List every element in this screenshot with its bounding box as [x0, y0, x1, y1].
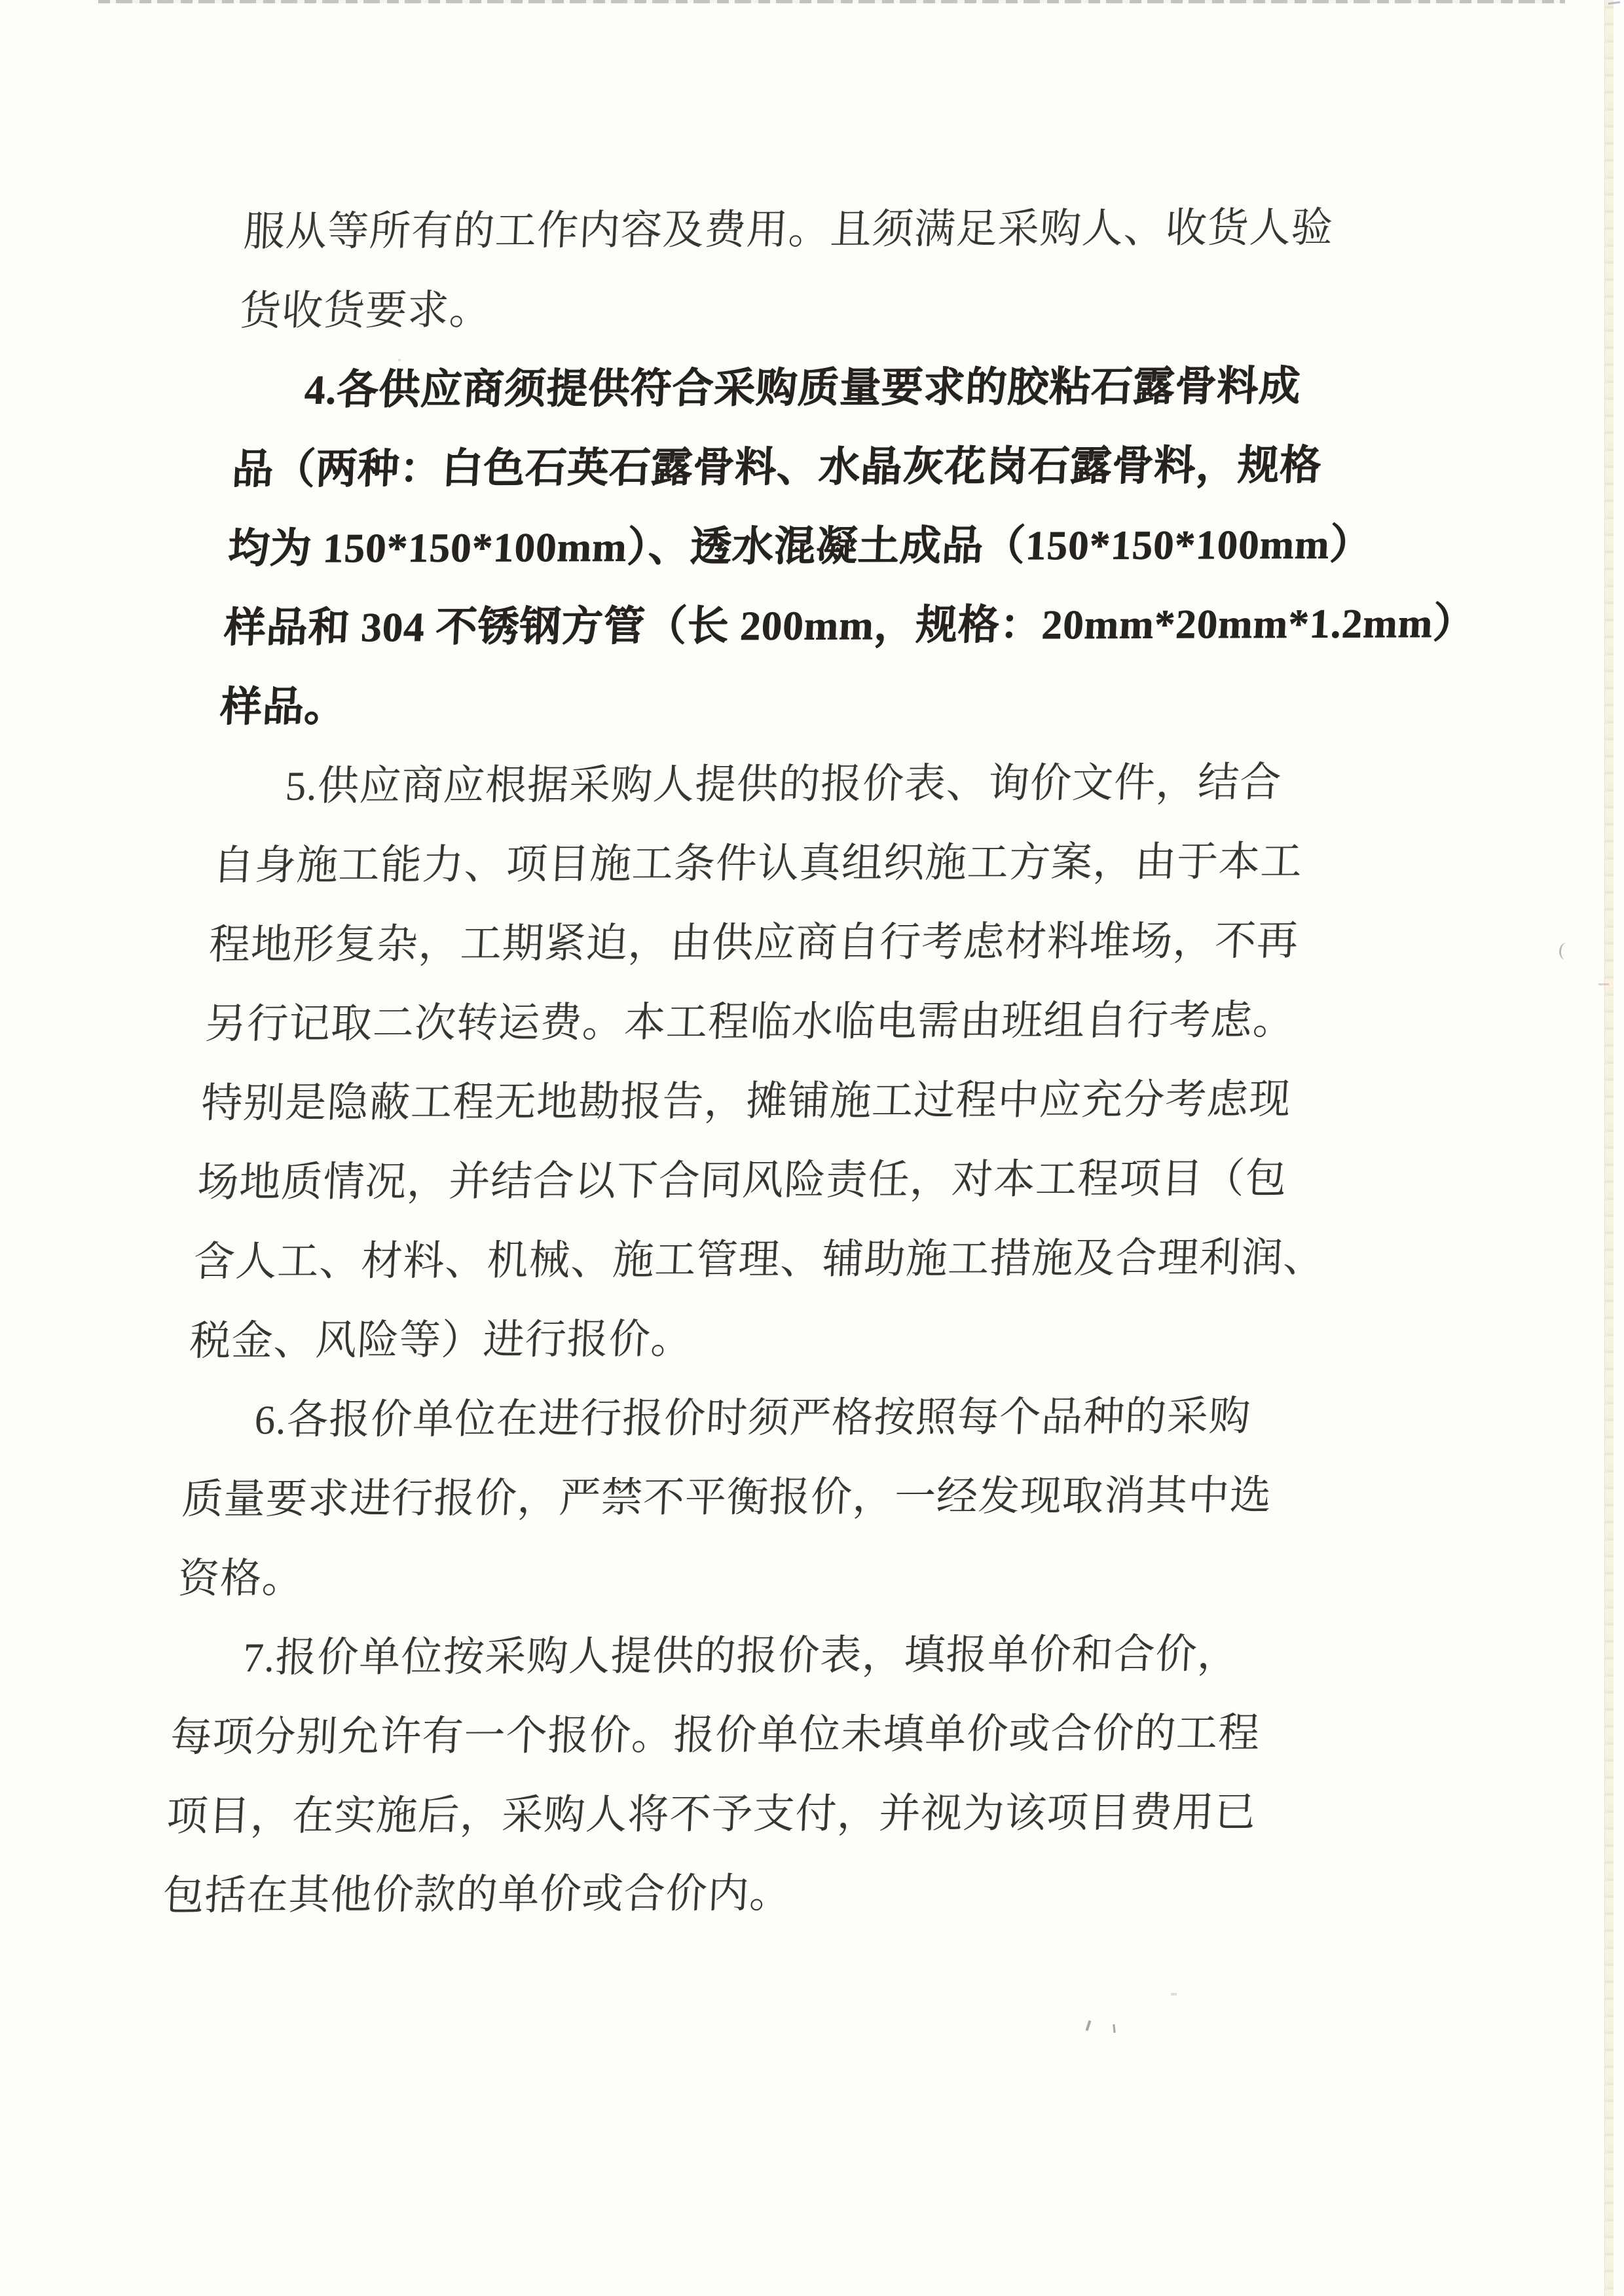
text-line: 项目，在实施后，采购人将不予支付，并视为该项目费用已	[165, 1789, 1258, 1840]
scan-top-edge-artifact	[98, 0, 1565, 3]
text-line: 均为 150*150*100mm）、透水混凝土成品（150*150*100mm）	[227, 521, 1373, 572]
text-line: 程地形复杂，工期紧迫，由供应商自行考虑材料堆场，不再	[208, 917, 1300, 968]
text-line: 特别是隐蔽工程无地勘报告，摊铺施工过程中应充分考虑现	[200, 1076, 1293, 1127]
scan-right-fold-line	[1605, 0, 1614, 2296]
text-line: 场地质情况，并结合以下合同风险责任，对本工程项目（包	[196, 1155, 1289, 1206]
scan-speck	[1113, 2024, 1115, 2033]
text-line: 货收货要求。	[238, 287, 492, 335]
document-text	[161, 188, 1477, 1935]
scan-speck	[1086, 2020, 1092, 2031]
text-line: 5.供应商应根据采购人提供的报价表、询价文件，结合	[284, 759, 1283, 809]
text-line: 服从等所有的工作内容及费用。且须满足采购人、收货人验	[242, 204, 1335, 255]
scan-bracket-mark	[1559, 942, 1572, 960]
text-line: 质量要求进行报价，严禁不平衡报价，一经发现取消其中选	[181, 1472, 1273, 1523]
text-line: 资格。	[177, 1555, 305, 1602]
text-line: 包括在其他价款的单价或合价内。	[161, 1870, 793, 1919]
text-line: 另行记取二次转运费。本工程临水临电需由班组自行考虑。	[204, 996, 1297, 1048]
text-line: 4.各供应商须提供符合采购质量要求的胶粘石露骨料成	[303, 363, 1302, 413]
text-line: 品（两种：白色石英石露骨料、水晶灰花岗石露骨料，规格	[231, 442, 1323, 493]
text-line: 样品。	[219, 683, 348, 731]
text-line: 含人工、材料、机械、施工管理、辅助施工措施及合理利润、	[192, 1234, 1327, 1285]
scan-pink-mark	[1598, 983, 1609, 985]
text-line: 税金、风险等）进行报价。	[189, 1316, 694, 1364]
text-line: 样品和 304 不锈钢方管（长 200mm，规格：20mm*20mm*1.2mm）	[223, 600, 1477, 651]
text-line: 6.各报价单位在进行报价时须严格按照每个品种的采购	[253, 1393, 1252, 1443]
text-line: 7.报价单位按采购人提供的报价表，填报单价和合价，	[242, 1631, 1241, 1681]
text-line: 每项分别允许有一个报价。报价单位未填单价或合价的工程	[169, 1710, 1262, 1760]
text-line: 自身施工能力、项目施工条件认真组织施工方案，由于本工	[212, 838, 1304, 889]
scan-speck	[1171, 1993, 1177, 1995]
